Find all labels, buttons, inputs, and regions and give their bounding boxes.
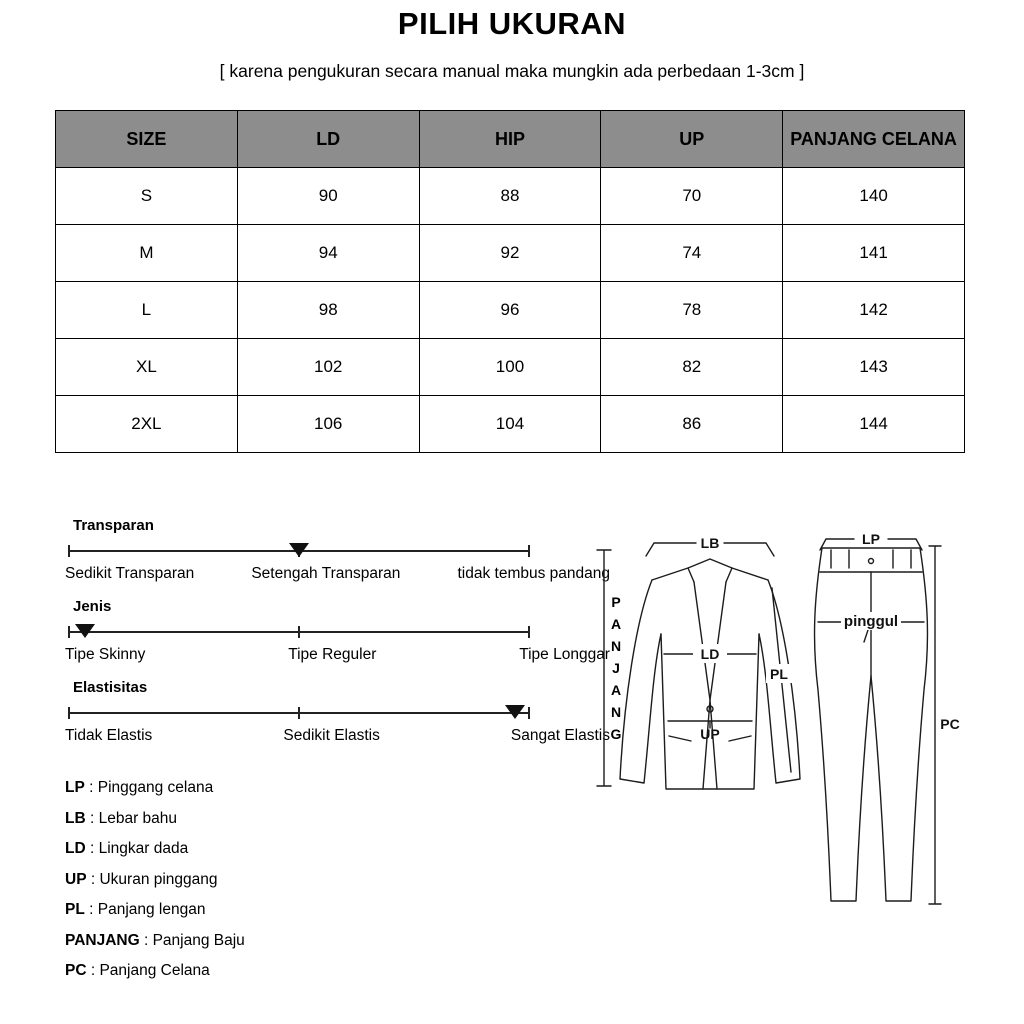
legend-desc: Lingkar dada [98, 840, 189, 857]
size-table-header-row [56, 111, 965, 168]
pants-waistband [820, 548, 922, 572]
scale-jenis [65, 598, 610, 664]
table-cell: 140 [783, 168, 965, 225]
legend-abbr: UP [65, 870, 87, 888]
garment-diagram [590, 528, 990, 960]
legend-separator: : [85, 809, 99, 827]
table-cell: 96 [419, 282, 601, 339]
scale-track [69, 543, 529, 558]
scale-options [65, 727, 610, 745]
up-label: UP [700, 726, 720, 742]
table-cell: S [56, 168, 238, 225]
pants-outline-left [815, 548, 871, 901]
table-row [56, 225, 965, 282]
legend-desc: Ukuran pinggang [99, 870, 218, 888]
scale-option: Sedikit Transparan [65, 565, 195, 582]
table-cell: 142 [783, 282, 965, 339]
table-cell: 74 [601, 225, 783, 282]
scale-tick [528, 545, 530, 557]
table-cell: 143 [783, 339, 965, 396]
table-cell: 92 [419, 225, 601, 282]
legend-separator: : [86, 962, 100, 979]
table-cell: 90 [237, 168, 419, 225]
table-cell: 141 [783, 225, 965, 282]
scale-track [69, 705, 529, 720]
table-cell: 70 [601, 168, 783, 225]
table-row [56, 339, 965, 396]
page-title: PILIH UKURAN [397, 6, 627, 41]
legend-item [65, 810, 245, 828]
pants-outline-right [871, 548, 927, 901]
table-cell: 94 [237, 225, 419, 282]
attribute-scales [65, 517, 610, 760]
header-hip: HIP [419, 111, 601, 168]
table-cell: 106 [237, 396, 419, 453]
scale-tick [298, 626, 300, 638]
legend-item [65, 932, 245, 950]
legend-abbr: LP [65, 779, 85, 796]
legend-abbr: PANJANG [65, 931, 140, 949]
scale-transparan [65, 517, 610, 583]
lb-label: LB [700, 535, 720, 551]
scale-option: Tipe Skinny [65, 646, 146, 663]
header-panjang-celana: PANJANG CELANA [783, 111, 965, 168]
header-ld: LD [237, 111, 419, 168]
legend-item [65, 871, 245, 889]
scale-options [65, 646, 610, 664]
scale-elastisitas [65, 679, 610, 745]
scale-track [69, 624, 529, 639]
lp-label: LP [862, 531, 880, 547]
scale-option: Sangat Elastis [510, 727, 610, 744]
jacket-shoulders [652, 568, 768, 580]
legend-abbr: LB [65, 809, 86, 827]
scale-title: Transparan [73, 517, 154, 534]
jacket-front-opening [703, 700, 717, 789]
legend-desc: Panjang Baju [152, 931, 245, 949]
scale-marker [505, 705, 525, 719]
scale-title: Elastisitas [73, 679, 148, 696]
page-subtitle: [ karena pengukuran secara manual maka mungkin ada perbedaan 1-3cm ] [219, 61, 805, 81]
scale-options [65, 565, 610, 583]
table-cell: XL [56, 339, 238, 396]
jacket-left-sleeve [620, 580, 661, 783]
jacket-lapels [694, 582, 726, 700]
table-cell: M [56, 225, 238, 282]
table-cell: 98 [237, 282, 419, 339]
size-table [55, 110, 965, 453]
pl-label: PL [770, 666, 788, 682]
ld-label: LD [700, 646, 720, 662]
table-cell: 104 [419, 396, 601, 453]
scale-marker [289, 543, 309, 557]
legend-desc: Panjang lengan [97, 901, 206, 918]
scale-option: Tipe Reguler [288, 646, 377, 663]
table-row [56, 168, 965, 225]
scale-marker [75, 624, 95, 638]
scale-title: Jenis [73, 598, 112, 615]
legend-item [65, 962, 245, 980]
scale-option: Setengah Transparan [251, 565, 401, 582]
legend-item [65, 901, 245, 919]
legend-separator: : [84, 779, 98, 796]
legend-desc: Pinggang celana [97, 779, 214, 796]
legend-separator: : [86, 870, 100, 888]
table-cell: L [56, 282, 238, 339]
scale-tick [68, 545, 70, 557]
table-cell: 144 [783, 396, 965, 453]
legend-item [65, 840, 245, 858]
legend-separator: : [85, 840, 99, 857]
header-up: UP [601, 111, 783, 168]
legend-item [65, 779, 245, 797]
abbreviation-legend [65, 779, 245, 993]
scale-tick [528, 626, 530, 638]
legend-desc: Panjang Celana [99, 962, 210, 979]
table-cell: 102 [237, 339, 419, 396]
legend-desc: Lebar bahu [98, 809, 178, 827]
table-row [56, 282, 965, 339]
pants-button [869, 559, 874, 564]
header-size: SIZE [56, 111, 238, 168]
scale-option: Tipe Longgar [519, 646, 610, 663]
table-cell: 88 [419, 168, 601, 225]
panjang-vertical-label: PANJANG [608, 594, 624, 748]
scale-tick [68, 707, 70, 719]
scale-option: Tidak Elastis [65, 727, 153, 744]
jacket-collar [688, 559, 732, 582]
legend-abbr: PL [65, 901, 85, 918]
scale-tick [528, 707, 530, 719]
pinggul-label: pinggul [843, 613, 899, 630]
scale-tick [298, 707, 300, 719]
table-cell: 78 [601, 282, 783, 339]
table-cell: 86 [601, 396, 783, 453]
table-row [56, 396, 965, 453]
legend-abbr: LD [65, 840, 86, 857]
scale-option: Sedikit Elastis [283, 727, 380, 744]
legend-separator: : [84, 901, 98, 918]
scale-tick [68, 626, 70, 638]
legend-separator: : [139, 931, 153, 949]
scale-option: tidak tembus pandang [457, 565, 610, 582]
legend-abbr: PC [65, 962, 87, 979]
table-cell: 100 [419, 339, 601, 396]
pc-measure-line [929, 546, 941, 904]
table-cell: 2XL [56, 396, 238, 453]
pc-label: PC [940, 716, 960, 732]
table-cell: 82 [601, 339, 783, 396]
